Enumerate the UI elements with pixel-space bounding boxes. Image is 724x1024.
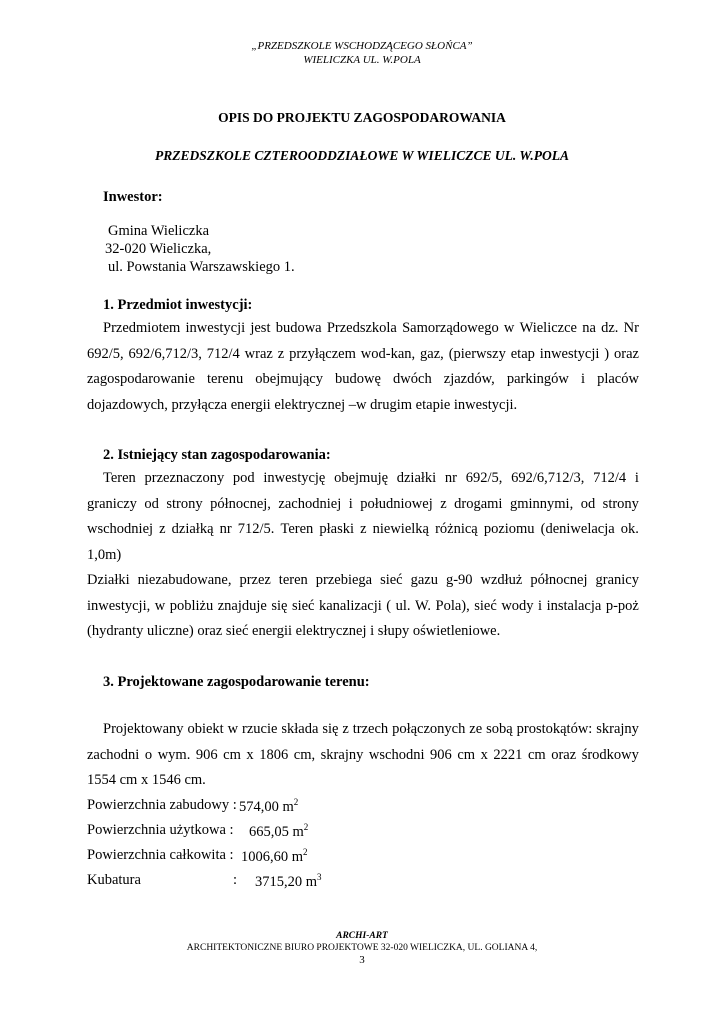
section-paragraph — [87, 717, 639, 794]
area-value: 665,05 $m^2$ — [249, 822, 309, 840]
area-label: Kubatura — [87, 872, 141, 888]
footer-brand: ARCHI-ART — [336, 931, 388, 941]
paragraph-line: 1554 cm x 1546 cm. — [87, 772, 206, 788]
investor-address-line: 32-020 Wieliczka, — [105, 241, 212, 257]
area-value: 1006,60 $m^2$ — [241, 847, 308, 865]
page-number: 3 — [359, 954, 365, 966]
footer-address: ARCHITEKTONICZNE BIURO PROJEKTOWE 32-020 WIELICZKA, UL. GOLIANA 4, — [186, 943, 538, 953]
header-line-2: WIELICZKA UL. W.POLA — [303, 54, 421, 66]
header-line-1: „PRZEDSZKOLE WSCHODZĄCEGO SŁOŃCA” — [251, 40, 473, 52]
area-colon: : — [233, 872, 238, 888]
investor-address-line: ul. Powstania Warszawskiego 1. — [108, 259, 295, 275]
section-paragraph — [87, 316, 639, 418]
page-header — [0, 39, 724, 67]
section-heading: 1. Przedmiot inwestycji: — [103, 297, 253, 313]
paragraph-line: 692/5, 692/6,712/3, 712/4 wraz z przyłączem wod-kan, gaz, (pierwszy etap inwestycji ) oraz — [87, 345, 639, 362]
area-value: 3715,20 $m^3$ — [255, 872, 322, 890]
page-footer — [0, 930, 724, 966]
area-label: Powierzchnia użytkowa : — [87, 822, 234, 838]
document-title: OPIS DO PROJEKTU ZAGOSPODAROWANIA — [218, 110, 506, 125]
area-label: Powierzchnia całkowita : — [87, 847, 234, 863]
paragraph-line: graniczy od strony północnej, zachodniej i południowej z drogami gminnymi, od strony — [87, 495, 639, 512]
paragraph-line: zachodni o wym. 906 cm x 1806 cm, skrajny wschodni 906 cm x 2221 cm oraz środkowy — [87, 746, 639, 763]
section-heading: 3. Projektowane zagospodarowanie terenu: — [103, 674, 370, 690]
paragraph-line: dojazdowych, przyłącza energii elektrycznej –w drugim etapie inwestycji. — [87, 396, 518, 413]
investor-address-line: Gmina Wieliczka — [108, 223, 210, 239]
section-paragraph — [87, 466, 639, 645]
paragraph-line: 1,0m) — [87, 546, 122, 563]
paragraph-line: (hydranty uliczne) oraz sieć energii elektrycznej i słupy oświetleniowe. — [87, 623, 501, 639]
paragraph-line: Przedmiotem inwestycji jest budowa Przedszkola Samorządowego w Wieliczce na dz. Nr — [103, 320, 639, 336]
paragraph-line: inwestycji, w pobliżu znajduje się sieć kanalizacji ( ul. W. Pola), sieć wody i instalacja p-poż — [87, 597, 639, 614]
paragraph-line: Teren przeznaczony pod inwestycję obejmuję działki nr 692/5, 692/6,712/3, 712/4 i — [103, 470, 639, 486]
investor-label: Inwestor: — [103, 189, 163, 205]
document-subtitle: PRZEDSZKOLE CZTEROODDZIAŁOWE W WIELICZCE UL. W.POLA — [155, 148, 569, 163]
area-label: Powierzchnia zabudowy : — [87, 797, 237, 813]
paragraph-line: Projektowany obiekt w rzucie składa się z trzech połączonych ze sobą prostokątów: skrajny — [103, 721, 639, 737]
paragraph-line: Działki niezabudowane, przez teren przebiega sieć gazu g-90 wzdłuż północnej granicy — [87, 572, 639, 588]
section-heading: 2. Istniejący stan zagospodarowania: — [103, 447, 331, 463]
area-value: 574,00 $m^2$ — [239, 797, 299, 815]
paragraph-line: wschodniej z działką nr 712/5. Teren płaski z niewielką różnicą poziomu (deniwelacja ok. — [87, 521, 639, 537]
paragraph-line: zagospodarowanie terenu obejmujący budowę dwóch zjazdów, parkingów i placów — [87, 371, 639, 387]
